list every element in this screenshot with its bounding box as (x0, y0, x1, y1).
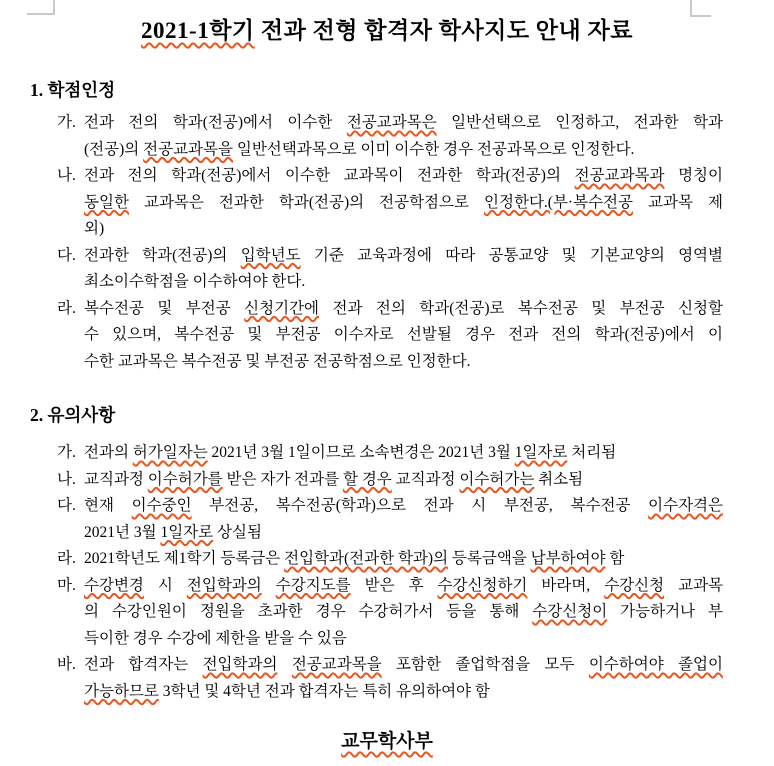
item-text (84, 243, 723, 296)
text-line (84, 679, 723, 706)
text-segment: 2021년 3월 1일이므로 소속변경은 2021년 3월 (207, 444, 515, 461)
text-segment: 교직과정 (84, 470, 148, 488)
text-line (84, 573, 723, 600)
item-label: 다. (57, 497, 76, 514)
list-item (57, 546, 723, 573)
item-label: 바. (57, 656, 76, 673)
text-line (84, 110, 723, 137)
page-corner-mark-left-icon (27, 0, 55, 15)
spellcheck-squiggle-text: 전입학과의 (186, 576, 262, 594)
text-line (84, 163, 723, 190)
text-segment: 전과한 학과(전공)의 (84, 246, 241, 264)
item-text (84, 652, 723, 705)
text-segment: 상실됨 (213, 523, 262, 541)
item-text (84, 110, 723, 163)
text-segment: 수한 교과목은 복수전공 및 부전공 전공학점으로 인정한다. (84, 352, 471, 370)
spellcheck-squiggle-text: 수강신청 (604, 576, 665, 594)
item-label: 라. (57, 299, 76, 317)
spellcheck-squiggle-text: 수강지도를 (275, 576, 351, 594)
text-segment: 최소이수학점을 이수하여야 한다. (84, 273, 306, 290)
text-segment: 현재 (84, 497, 132, 514)
text-segment: 포함한 졸업학점을 모두 (381, 656, 589, 673)
text-segment: 명칭이 (664, 167, 723, 184)
text-segment: 의 수강인원이 정원을 초과한 경우 수강허가서 등을 통해 (84, 603, 533, 620)
spellcheck-squiggle-text: 수강변경 (84, 576, 144, 594)
text-segment: 복수전공 및 부전공 (84, 299, 245, 317)
spellcheck-squiggle-text: 할 경우 (342, 470, 392, 488)
text-segment: 교직과정 (391, 470, 460, 488)
spellcheck-squiggle-text: 이수허가를 (147, 470, 223, 488)
section-item-list (57, 440, 723, 705)
text-segment: 바라며, (527, 576, 605, 594)
text-line (84, 599, 723, 626)
item-label: 가. (57, 114, 76, 131)
text-line (84, 349, 723, 376)
text-segment: (전공)의 (84, 140, 144, 158)
item-text (84, 493, 723, 546)
list-item (57, 652, 723, 705)
text-segment (262, 577, 276, 594)
text-line (84, 626, 723, 653)
text-line (84, 269, 723, 296)
item-label: 나. (57, 167, 76, 184)
text-segment: 2021학년도 제1학기 등록금은 (84, 550, 285, 567)
text-line (84, 137, 723, 164)
text-segment: 받은 후 (350, 576, 438, 594)
spellcheck-squiggle-text: 1일자로 (160, 523, 214, 541)
section-credit-recognition (0, 80, 774, 375)
text-segment: 전과 전의 학과(전공)로 복수전공 및 부전공 신청할 (319, 299, 723, 317)
document-title (0, 0, 774, 48)
spellcheck-squiggle-text: 전공교과목을 (143, 140, 233, 158)
text-segment: 교과목 (664, 576, 724, 594)
spellcheck-squiggle-text: 전공교과목과 (574, 167, 665, 184)
list-item (57, 163, 723, 243)
text-segment: 기준 교육과정에 따라 공통교양 및 기본교양의 영역별 (300, 246, 723, 264)
section-notes (0, 405, 774, 705)
spellcheck-squiggle-text: 신청기간에 (244, 299, 320, 317)
text-segment: 전과 합격자는 (84, 656, 203, 673)
text-segment: 전과 전의 학과(전공)에서 이수한 교과목이 전과한 학과(전공)의 (84, 167, 575, 184)
text-line (84, 243, 723, 270)
spellcheck-squiggle-text: 인정한다.(부·복수전공 (484, 193, 633, 211)
spellcheck-squiggle-text: 납부하여야 (530, 550, 606, 567)
spellcheck-squiggle-text: 가능하므로 (84, 682, 159, 700)
list-item (57, 296, 723, 376)
item-label: 라. (57, 550, 76, 567)
spellcheck-squiggle-text: 이수중인 (131, 497, 192, 514)
text-line (84, 493, 723, 520)
spellcheck-squiggle-text: 전입학과의 (202, 656, 278, 673)
spellcheck-squiggle-text: 입학년도 (240, 246, 301, 264)
item-text (84, 467, 723, 494)
text-line (84, 467, 723, 494)
text-line (84, 190, 723, 217)
text-line (84, 216, 723, 243)
item-text (84, 573, 723, 653)
spellcheck-squiggle-text: 1일자로 (514, 444, 568, 461)
item-label: 가. (57, 444, 76, 461)
text-line (84, 322, 723, 349)
spellcheck-squiggle-text: 이수자격은 (648, 497, 723, 514)
text-segment: 처리됨 (567, 444, 617, 461)
text-line (84, 546, 723, 573)
document-footer (0, 729, 774, 755)
text-segment: 수 있으며, 복수전공 및 부전공 이수자로 선발될 경우 전과 전의 학과(전공)에서 이 (84, 326, 723, 343)
spellcheck-squiggle-text: 이수하여야 졸업이 (588, 656, 724, 673)
item-text (84, 546, 723, 573)
text-segment: 일반선택으로 인정하고, 전과한 학과 (436, 114, 723, 131)
spellcheck-squiggle-text: 이수허가는 (459, 470, 535, 488)
text-segment: 함 (605, 550, 625, 567)
text-segment: 전과 전형 합격자 학사지도 안내 자료 (254, 18, 633, 43)
list-item (57, 243, 723, 296)
spellcheck-squiggle-text: 수강신청하기 (437, 576, 528, 594)
item-label: 마. (57, 576, 76, 594)
text-segment: 득이한 경우 수강에 제한을 받을 수 있음 (84, 629, 347, 647)
item-label: 나. (57, 470, 76, 488)
text-line (84, 440, 723, 467)
text-line (84, 296, 723, 323)
item-text (84, 440, 723, 467)
footer-department-name: 교무학사부 (341, 731, 433, 752)
spellcheck-squiggle-text: 전입학과(전과한 학과)의 (284, 550, 449, 567)
item-label: 다. (57, 246, 76, 264)
list-item (57, 467, 723, 494)
spellcheck-squiggle-text: 전공교과목을 (291, 656, 382, 673)
page-corner-mark-right-icon (690, 0, 711, 17)
spellcheck-squiggle-text: 수강신청이 (532, 603, 608, 620)
text-segment: 교과목 제 (633, 193, 723, 211)
text-segment: 전과 전의 학과(전공)에서 이수한 (84, 114, 347, 131)
spellcheck-squiggle-text: 동일한 (84, 193, 129, 211)
text-segment: 가능하거나 부 (607, 603, 723, 620)
text-segment: 2021년 3월 (84, 523, 161, 541)
text-segment: 일반선택과목으로 이미 이수한 경우 전공과목으로 인정한다. (232, 140, 635, 158)
list-item (57, 573, 723, 653)
text-segment: 외) (84, 220, 105, 237)
section-item-list (57, 110, 723, 375)
list-item (57, 110, 723, 163)
text-segment: 등록금액을 (448, 550, 531, 567)
text-segment: 부전공, 복수전공(학과)으로 전과 시 부전공, 복수전공 (191, 497, 649, 514)
text-line (84, 520, 723, 547)
text-segment: 시 (143, 576, 187, 594)
spellcheck-squiggle-text: 허가일자는 (132, 444, 208, 461)
text-segment: 받은 자가 전과를 (222, 470, 343, 488)
spellcheck-squiggle-text: 2021-1학기 (141, 18, 255, 43)
text-segment: 교과목은 전과한 학과(전공)의 전공학점으로 (128, 193, 485, 211)
item-text (84, 163, 723, 243)
section-heading: 1. 학점인정 (30, 80, 116, 100)
list-item (57, 493, 723, 546)
text-segment (277, 656, 291, 673)
text-segment: 3학년 및 4학년 전과 합격자는 특히 유의하여야 함 (158, 682, 490, 700)
text-segment: 취소됨 (534, 470, 584, 488)
section-heading: 2. 유의사항 (30, 405, 116, 425)
item-text (84, 296, 723, 376)
spellcheck-squiggle-text: 전공교과목은 (346, 114, 437, 131)
text-segment: 전과의 (84, 444, 133, 461)
list-item (57, 440, 723, 467)
text-line (84, 652, 723, 679)
